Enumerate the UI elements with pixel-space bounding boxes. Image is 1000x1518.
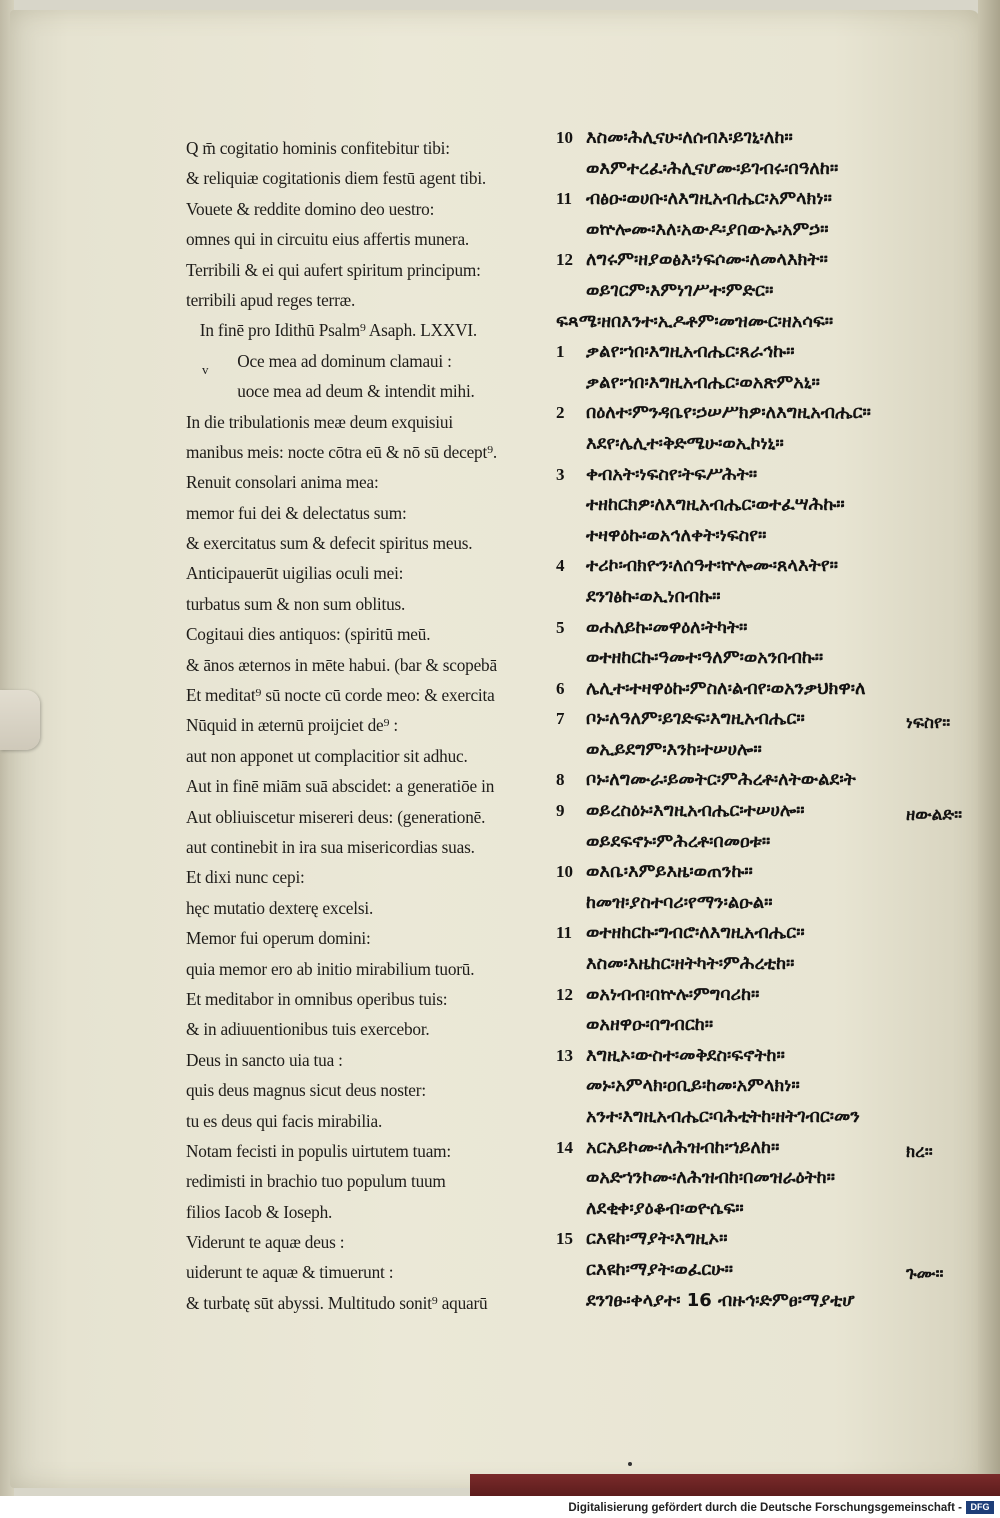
ethiopic-carryover-text: ነፍስየ። [906, 713, 951, 734]
latin-line: In die tribulationis meæ deum exquisiui [186, 411, 453, 432]
latin-line: redimisti in brachio tuo populum tuum [186, 1171, 446, 1192]
ethiopic-verse-text: ወሐለይኩ፡መዋዕለ፡ትካት። [586, 616, 748, 638]
verse-number: 9 [556, 801, 565, 821]
ethiopic-verse-text: ወኢይደግም፡እንከ፡ተሠሀሎ። [586, 738, 762, 760]
ethiopic-verse-text: እግዚኦ፡ውስተ፡መቅደስ፡ፍኖትከ። [586, 1044, 785, 1066]
latin-line: Et meditat⁹ sū nocte cū corde meo: & exercita [186, 685, 495, 706]
ethiopic-line [556, 918, 986, 949]
verse-number: 12 [556, 250, 573, 270]
verse-number: 10 [556, 128, 573, 147]
verse-number: 15 [556, 1229, 573, 1249]
ethiopic-line [556, 1255, 986, 1286]
ethiopic-line [556, 1194, 986, 1225]
ethiopic-line [556, 276, 986, 307]
latin-line: & reliquiæ cogitationis diem festū agent tibi. [186, 168, 487, 189]
ethiopic-line [556, 1133, 986, 1164]
ethiopic-verse-text: ከመዝ፡ያስተባሪ፡የማን፡ልዑል። [586, 891, 773, 913]
ethiopic-verse-text: ተዛዋዕኩ፡ወአኅለቀት፡ነፍስየ። [586, 524, 767, 546]
drop-cap-guide-letter: v [202, 362, 209, 377]
latin-line: uiderunt te aquæ & timuerunt : [186, 1262, 394, 1283]
ethiopic-line [556, 1102, 986, 1133]
ethiopic-verse-text: ወአድኀንኮሙ፡ለሕዝብከ፡በመዝራዕትከ። [586, 1167, 835, 1189]
latin-line: Et meditabor in omnibus operibus tuis: [186, 988, 448, 1009]
ethiopic-verse-text: ብፅዑ፡ወሀቡ፡ለእግዚአብሔር፡አምላክነ። [586, 188, 832, 210]
ethiopic-verse-text: ወተዘከርኩ፡ግብሮ፡ለእግዚአብሔር። [586, 922, 805, 944]
latin-line: & in adiuuentionibus tuis exercebor. [186, 1019, 430, 1040]
ethiopic-verse-text: ወይደፍኖኑ፡ምሕረቶ፡በመዐቱ። [586, 830, 771, 852]
verse-number: 11 [556, 923, 573, 943]
ethiopic-verse-text: ቦኑ፡ለግሙራ፡ይመትር፡ምሕረቶ፡ለትውልደ፡ት [586, 769, 856, 791]
verse-number: 6 [556, 678, 565, 698]
ethiopic-verse-text: ፍጻሜ፡ዘበእንተ፡ኢዶቶም፡መዝሙር፡ዘአሳፍ። [556, 310, 834, 332]
ethiopic-line [556, 368, 986, 399]
ethiopic-line [556, 613, 986, 644]
ethiopic-verse-text: ወእቤ፡እምይእዜ፡ወጠንኩ። [586, 861, 753, 883]
verse-number: 4 [556, 556, 565, 576]
latin-line: Nūquid in æternū proijciet de⁹ : [186, 715, 399, 736]
ethiopic-verse-text: ወይገርም፡እምነገሥተ፡ምድር። [586, 279, 774, 301]
ethiopic-verse-text: ተዘከርክዎ፡ለእግዚአብሔር፡ወተፈሣሕኩ። [586, 494, 845, 516]
latin-line: aut continebit in ira sua misericordias suas. [186, 836, 475, 857]
latin-line: tu es deus qui facis mirabilia. [186, 1110, 383, 1131]
ethiopic-line [556, 980, 986, 1011]
ethiopic-line [556, 1071, 986, 1102]
ethiopic-verse-text: ቀብአት፡ነፍስየ፡ትፍሥሕት። [586, 463, 758, 485]
ethiopic-verse-text: እስመ፡ሕሊናሁ፡ለሰብእ፡ይገኒ፡ለከ። [586, 127, 793, 148]
dfg-logo: DFG [966, 1501, 994, 1514]
ethiopic-verse-text: ቃልየ፡ኀበ፡እግዚአብሔር፡ጸራኅኩ። [586, 341, 795, 363]
ethiopic-line [556, 1286, 986, 1317]
ethiopic-verse-text: ርእዩከ፡ማያት፡እግዚኦ። [586, 1228, 728, 1250]
ethiopic-verse-text: አንተ፡እግዚአብሔር፡ባሕቲትከ፡ዘትገብር፡መን [586, 1106, 860, 1127]
ethiopic-line [556, 796, 986, 827]
latin-line: terribili apud reges terræ. [186, 289, 356, 310]
latin-line: uoce mea ad deum & intendit mihi. [237, 381, 475, 402]
ethiopic-verse-text: ርእዩከ፡ማያት፡ወፈርሁ። [586, 1258, 733, 1280]
ethiopic-verse-text: እደየ፡ሌሊተ፡ቅድሜሁ፡ወኢኮነኒ። [586, 432, 784, 454]
ethiopic-carryover-text: ጉሙ። [906, 1263, 944, 1284]
verse-number: 14 [556, 1137, 573, 1157]
ethiopic-line [556, 337, 986, 368]
latin-line: Anticipauerūt uigilias oculi mei: [186, 563, 404, 584]
ethiopic-line [556, 1010, 986, 1041]
footer-bar [0, 1496, 1000, 1518]
ethiopic-carryover-text: ክረ። [906, 1141, 933, 1162]
ethiopic-line [556, 674, 986, 705]
ethiopic-line [556, 307, 986, 338]
verse-number: 10 [556, 862, 573, 882]
page-clamp [0, 690, 40, 750]
verse-number: 13 [556, 1045, 573, 1065]
verse-number: 7 [556, 709, 565, 729]
ethiopic-verse-text: ወይረስዕኑ፡እግዚአብሔር፡ተሠሀሎ። [586, 800, 805, 822]
ethiopic-verse-text: ወተዘከርኩ፡ዓመተ፡ዓለም፡ወአንበብኩ። [586, 647, 824, 669]
latin-line: & turbatę sūt abyssi. Multitudo sonit⁹ aquarū [186, 1292, 488, 1313]
ethiopic-line [556, 215, 986, 246]
latin-line: quis deus magnus sicut deus noster: [186, 1080, 426, 1101]
ethiopic-line [556, 154, 986, 185]
ethiopic-verse-text: ቃልየ፡ኀበ፡እግዚአብሔር፡ወአጽምአኒ። [586, 371, 820, 393]
ethiopic-verse-text: ወአነብብ፡በኵሉ፡ምግባሪከ። [586, 983, 760, 1005]
ethiopic-line [556, 1163, 986, 1194]
verse-number: 11 [556, 189, 573, 209]
funding-credit: Digitalisierung gefördert durch die Deutsche Forschungsgemeinschaft - [568, 1502, 962, 1514]
binding-board [470, 1474, 1000, 1496]
verse-number: 5 [556, 617, 565, 637]
latin-line: In finē pro Idithū Psalm⁹ Asaph. LXXVI. [199, 320, 478, 341]
ethiopic-line [556, 888, 986, 919]
ethiopic-line [556, 184, 986, 215]
ethiopic-verse-text: ወእምተረፈ፡ሕሊናሆሙ፡ይገብሩ፡በዓለከ። [586, 157, 839, 179]
latin-line: Et dixi nunc cepi: [186, 867, 305, 888]
ethiopic-verse-text: መኑ፡አምላክ፡ዐቢይ፡ከመ፡አምላክነ። [586, 1075, 800, 1097]
latin-line: filios Iacob & Ioseph. [186, 1201, 333, 1222]
latin-line: Deus in sancto uia tua : [186, 1049, 343, 1070]
ethiopic-line [556, 1224, 986, 1255]
latin-line: & ānos æternos in mēte habui. (bar & scopebā [186, 654, 497, 675]
ethiopic-line [556, 460, 986, 491]
latin-line: Cogitaui dies antiquos: (spiritū meū. [186, 624, 431, 645]
ethiopic-line [556, 551, 986, 582]
latin-line: Notam fecisti in populis uirtutem tuam: [186, 1140, 452, 1161]
ethiopic-verse-text: ደንገፁ፡ቀላያተ፡ 16 ብዙኅ፡ድምፀ፡ማያቲሆ [586, 1289, 855, 1311]
latin-line: omnes qui in circuitu eius affertis munera. [186, 229, 470, 250]
latin-line: Aut obliuiscetur misereri deus: (generationē. [186, 806, 486, 827]
ethiopic-verse-text: ወአዘዋዑ፡በግብርከ። [586, 1014, 714, 1036]
latin-line: Terribili & ei qui aufert spiritum principum: [186, 259, 481, 280]
ethiopic-line [556, 857, 986, 888]
ethiopic-verse-text: ተሪኮ፡ብክዮን፡ለሰዓተ፡ኵሎሙ፡ጸላእትየ። [586, 555, 839, 577]
ethiopic-line [556, 735, 986, 766]
ethiopic-verse-text: ቦኑ፡ለዓለም፡ይገድፍ፡እግዚአብሔር። [586, 708, 805, 730]
ethiopic-line [556, 1041, 986, 1072]
latin-line: aut non apponet ut complacitior sit adhuc. [186, 745, 468, 766]
ethiopic-line [556, 123, 986, 154]
ethiopic-line [556, 490, 986, 521]
latin-line: Vouete & reddite domino deo uestro: [186, 198, 435, 219]
ethiopic-verse-text: እስመ፡እዜከር፡ዘትካት፡ምሕረቲከ። [586, 953, 795, 975]
ethiopic-line [556, 398, 986, 429]
ethiopic-line [556, 704, 986, 735]
ethiopic-line [556, 827, 986, 858]
ethiopic-verse-text: አርአይኮሙ፡ለሕዝብከ፡ኀይለከ። [586, 1136, 780, 1158]
latin-line: Aut in finē miām suā abscidet: a generatiōe in [186, 776, 495, 797]
latin-line: Memor fui operum domini: [186, 928, 371, 949]
verse-number: 3 [556, 464, 565, 484]
latin-line: & exercitatus sum & defecit spiritus meus. [186, 533, 473, 554]
latin-line: Oce mea ad dominum clamaui : [237, 350, 452, 371]
ethiopic-line [556, 245, 986, 276]
ethiopic-text-column [556, 123, 986, 1316]
verse-number: 2 [556, 403, 565, 423]
verse-number: 8 [556, 770, 565, 790]
latin-line: hęc mutatio dexterę excelsi. [186, 897, 374, 918]
ethiopic-line [556, 949, 986, 980]
latin-line: turbatus sum & non sum oblitus. [186, 593, 406, 614]
ethiopic-line [556, 643, 986, 674]
ethiopic-line [556, 765, 986, 796]
latin-line: quia memor ero ab initio mirabilium tuorū. [186, 958, 475, 979]
latin-line: Renuit consolari anima mea: [186, 472, 379, 493]
verse-number: 1 [556, 342, 565, 362]
ethiopic-line [556, 429, 986, 460]
latin-line: memor fui dei & delectatus sum: [186, 502, 407, 523]
latin-line: manibus meis: nocte cōtra eū & nō sū decept⁹. [186, 441, 498, 462]
ethiopic-line [556, 582, 986, 613]
ethiopic-verse-text: ሌሊተ፡ተዛዋዕኩ፡ምስለ፡ልብየ፡ወአንቃህክዋ፡ለ [586, 677, 866, 699]
latin-line: Viderunt te aquæ deus : [186, 1232, 345, 1253]
latin-line: Q m̄ cogitatio hominis confitebitur tibi: [186, 138, 450, 158]
ethiopic-line [556, 521, 986, 552]
ethiopic-verse-text: ለግሩም፡ዘያወፅእ፡ነፍሶሙ፡ለመላእክት። [586, 249, 828, 271]
ethiopic-verse-text: በዕለተ፡ምንዳቤየ፡ኃሠሥክዎ፡ለእግዚአብሔር። [586, 402, 871, 424]
latin-text-column [186, 133, 536, 1318]
verse-number: 12 [556, 984, 573, 1004]
page-mark [628, 1462, 632, 1466]
ethiopic-verse-text: ደንገፅኩ፡ወኢነበብኩ። [586, 585, 721, 607]
ethiopic-carryover-text: ዘውልድ። [906, 805, 963, 826]
ethiopic-verse-text: ወኵሎሙ፡እለ፡አውዶ፡ያበውኡ፡አምኃ። [586, 218, 829, 240]
ethiopic-verse-text: ለደቂቀ፡ያዕቆብ፡ወዮሴፍ። [586, 1197, 744, 1219]
